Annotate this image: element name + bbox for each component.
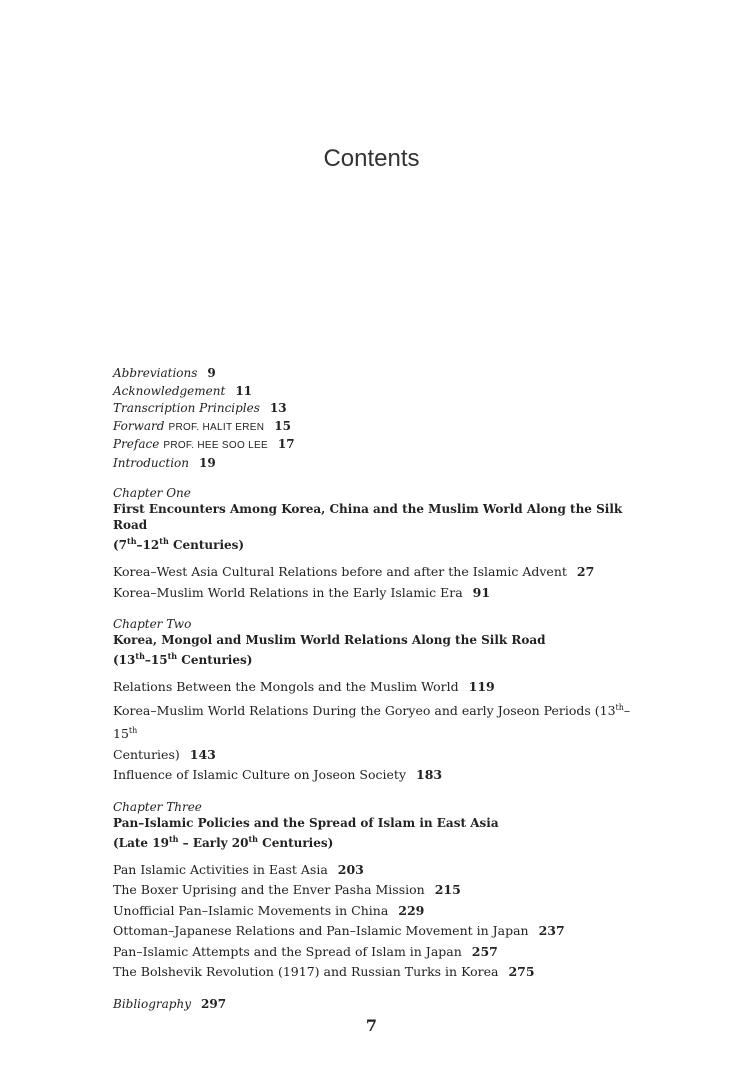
- toc-entry-abbreviations[interactable]: [113, 365, 633, 383]
- table-of-contents: [113, 365, 633, 1013]
- entry-page-number: 203: [337, 861, 364, 877]
- entry-page-number: 183: [416, 767, 443, 783]
- entry-title: Introduction: [113, 455, 189, 470]
- entry-title: The Boxer Uprising and the Enver Pasha Mission: [113, 882, 425, 898]
- entry-page-number: 119: [468, 679, 495, 694]
- period-text: Centuries): [168, 538, 245, 552]
- entry-page-number: 215: [434, 882, 461, 898]
- toc-entry-transcription-principles[interactable]: [113, 400, 633, 418]
- entry-page-number: 237: [538, 923, 565, 939]
- toc-entry-bibliography[interactable]: [113, 996, 633, 1014]
- entry-title: Preface: [113, 437, 160, 451]
- chapter-title-period: [113, 648, 633, 668]
- entry-title-cont: –15: [113, 702, 631, 742]
- chapter-two: [113, 616, 633, 786]
- entry-title: Korea–Muslim World Relations During the Goryeo and early Joseon Periods (13: [113, 702, 616, 718]
- entry-author: PROF. HALIT EREN: [168, 421, 265, 433]
- toc-entry-acknowledgement[interactable]: [113, 383, 633, 401]
- entry-title-cont: Centuries): [113, 746, 180, 762]
- entry-page-number: 15: [274, 418, 291, 433]
- ordinal-suffix: th: [248, 833, 258, 844]
- page-title: Contents: [323, 145, 420, 172]
- entry-title: Pan Islamic Activities in East Asia: [113, 861, 328, 877]
- entry-title: Abbreviations: [113, 366, 198, 380]
- entry-page-number: 91: [472, 584, 491, 600]
- toc-entry-section[interactable]: [113, 562, 633, 583]
- entry-author: PROF. HEE SOO LEE: [163, 440, 268, 451]
- toc-entry-section[interactable]: [113, 942, 633, 963]
- entry-title: Relations Between the Mongols and the Muslim World: [113, 679, 459, 694]
- ordinal-suffix: th: [135, 651, 145, 661]
- ordinal-suffix: th: [167, 651, 178, 661]
- entry-title: Korea–West Asia Cultural Relations before and after the Islamic Advent: [113, 564, 567, 579]
- entry-title: Bibliography: [113, 996, 191, 1011]
- period-text: – Early 20: [178, 835, 249, 850]
- period-text: (7: [113, 538, 128, 552]
- section-list: [113, 860, 633, 983]
- ordinal-suffix: th: [127, 536, 137, 546]
- section-list: [113, 677, 633, 786]
- chapter-title-line[interactable]: Pan–Islamic Policies and the Spread of Islam in East Asia: [113, 815, 499, 830]
- toc-entry-section[interactable]: [113, 583, 633, 604]
- page-number: 7: [365, 1016, 378, 1035]
- chapter-title-period: [113, 831, 633, 851]
- chapter-three: [113, 799, 633, 983]
- period-text: (Late 19: [113, 835, 169, 850]
- entry-title: Forward: [113, 418, 165, 433]
- entry-title: Pan–Islamic Attempts and the Spread of Islam in Japan: [113, 943, 462, 959]
- toc-entry-section[interactable]: [113, 921, 633, 942]
- entry-page-number: 143: [189, 746, 216, 762]
- entry-title: Korea–Muslim World Relations in the Early Islamic Era: [113, 584, 463, 600]
- entry-title: Unofficial Pan–Islamic Movements in China: [113, 902, 389, 918]
- chapter-title-period: [113, 533, 633, 553]
- toc-entry-section[interactable]: [113, 962, 633, 983]
- period-text: –12: [136, 538, 160, 552]
- entry-page-number: 13: [269, 401, 287, 415]
- front-matter: [113, 365, 633, 472]
- entry-page-number: 11: [235, 383, 253, 398]
- entry-page-number: 9: [207, 366, 216, 380]
- ordinal-suffix: th: [168, 833, 179, 844]
- back-matter: [113, 996, 633, 1014]
- period-text: (13: [113, 653, 136, 667]
- toc-entry-section[interactable]: [113, 860, 633, 881]
- chapter-title-line[interactable]: First Encounters Among Korea, China and the Muslim World Along the Silk Road: [113, 502, 623, 532]
- toc-entry-introduction[interactable]: [113, 455, 633, 473]
- toc-entry-section[interactable]: [113, 765, 633, 786]
- entry-page-number: 27: [576, 564, 595, 579]
- period-text: Centuries): [258, 835, 334, 850]
- toc-entry-section[interactable]: [113, 901, 633, 922]
- period-text: Centuries): [177, 653, 253, 667]
- ordinal-suffix: th: [615, 702, 624, 712]
- chapter-one: [113, 485, 633, 603]
- toc-entry-section[interactable]: [113, 698, 633, 766]
- ordinal-suffix: th: [128, 726, 138, 736]
- entry-page-number: 229: [398, 902, 425, 918]
- chapter-label: Chapter Three: [113, 799, 202, 814]
- entry-title: Transcription Principles: [113, 401, 260, 415]
- entry-page-number: 17: [277, 437, 295, 451]
- entry-page-number: 275: [508, 964, 535, 980]
- toc-entry-preface[interactable]: [113, 436, 633, 455]
- toc-entry-section[interactable]: [113, 880, 633, 901]
- toc-entry-section[interactable]: [113, 677, 633, 698]
- entry-page-number: 19: [199, 455, 216, 470]
- chapter-label: Chapter Two: [113, 617, 192, 631]
- section-list: [113, 562, 633, 603]
- entry-page-number: 297: [201, 996, 227, 1011]
- ordinal-suffix: th: [159, 536, 169, 546]
- entry-title: Acknowledgement: [113, 383, 226, 398]
- entry-title: Ottoman–Japanese Relations and Pan–Islamic Movement in Japan: [113, 923, 529, 939]
- chapter-title-line[interactable]: Korea, Mongol and Muslim World Relations Along the Silk Road: [113, 633, 546, 647]
- toc-entry-forward[interactable]: [113, 418, 633, 437]
- entry-title: Influence of Islamic Culture on Joseon Society: [113, 767, 406, 783]
- period-text: –15: [144, 653, 168, 667]
- chapter-label: Chapter One: [113, 486, 191, 500]
- entry-page-number: 257: [471, 943, 498, 959]
- entry-title: The Bolshevik Revolution (1917) and Russian Turks in Korea: [113, 964, 499, 980]
